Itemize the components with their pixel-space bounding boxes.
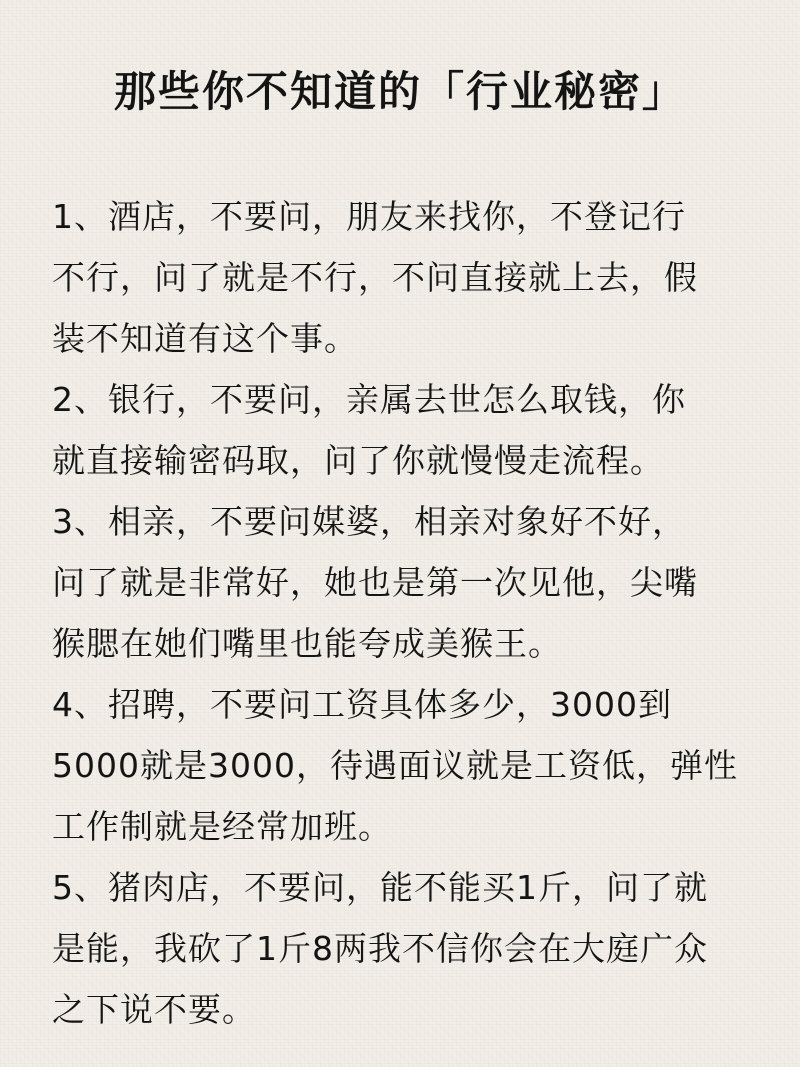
text-line: 装不知道有这个事。 bbox=[52, 319, 358, 358]
page-title: 那些你不知道的「行业秘密」 bbox=[113, 67, 686, 116]
text-line: 不行，问了就是不行，不问直接就上去，假 bbox=[52, 258, 698, 297]
text-line: 3、相亲，不要问媒婆，相亲对象好不好， bbox=[52, 502, 686, 541]
text-line: 问了就是非常好，她也是第一次见他，尖嘴 bbox=[52, 563, 698, 602]
secrets-list bbox=[52, 186, 752, 1040]
text-line: 4、招聘，不要问工资具体多少，3000到 bbox=[52, 685, 672, 724]
text-line: 5000就是3000，待遇面议就是工资低，弹性 bbox=[52, 746, 738, 785]
text-line: 就直接输密码取，问了你就慢慢走流程。 bbox=[52, 441, 664, 480]
text-line: 猴腮在她们嘴里也能夸成美猴王。 bbox=[52, 624, 562, 663]
text-line: 5、猪肉店，不要问，能不能买1斤，问了就 bbox=[52, 868, 708, 907]
text-line: 工作制就是经常加班。 bbox=[52, 807, 392, 846]
text-line: 之下说不要。 bbox=[52, 990, 256, 1029]
text-line: 是能，我砍了1斤8两我不信你会在大庭广众 bbox=[52, 929, 708, 968]
text-line: 1、酒店，不要问，朋友来找你，不登记行 bbox=[52, 197, 686, 236]
text-line: 2、银行，不要问，亲属去世怎么取钱，你 bbox=[52, 380, 686, 419]
